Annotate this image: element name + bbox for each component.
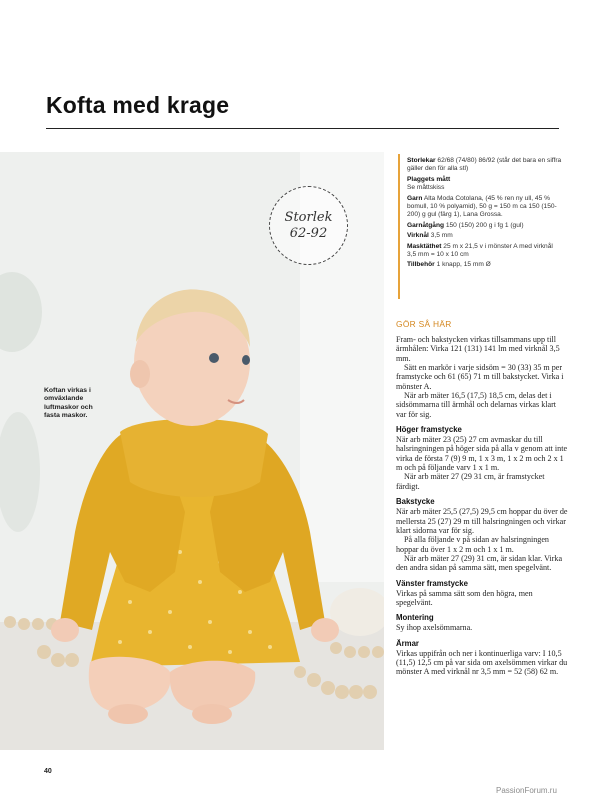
size-stamp-range: 62-92 — [289, 225, 328, 241]
section-heading: Montering — [396, 613, 434, 623]
info-text: 1 knapp, 15 mm Ø — [434, 261, 491, 269]
info-label: Garnåtgång — [407, 221, 445, 229]
title-rule — [46, 128, 559, 129]
info-item — [407, 243, 563, 260]
info-item — [407, 176, 563, 193]
paragraph: Sätt en markör i varje sidsöm = 30 (33) 35 m per framstycke och 61 (65) 71 m till bakstycket. Virka i mönster A. — [396, 363, 564, 391]
info-item — [407, 261, 563, 269]
paragraph: När arb mäter 25,5 (27,5) 29,5 cm hoppar du över de mellersta 25 (27) 29 m till halsringningen och virkar klart sidorna var för sig. — [396, 507, 568, 535]
photo-caption: Koftan virkas i omväxlande luftmaskor och fasta maskor. — [44, 387, 93, 420]
section-heading: Höger framstycke — [396, 425, 462, 435]
info-label: Masktäthet — [407, 242, 442, 250]
paragraph: Sy ihop axelsömmarna. — [396, 623, 473, 633]
section-heading: Vänster framstycke — [396, 578, 468, 588]
info-item — [407, 195, 563, 220]
info-label: Tillbehör — [407, 261, 435, 269]
info-text: Alta Moda Cotolana, (45 % ren ny ull, 45 % bomull, 10 % polyamid), 50 g = 150 m ca 150 (150-200) g gul (färg 1), Lana Grossa. — [407, 194, 557, 219]
size-stamp-label: Storlek — [284, 209, 333, 225]
paragraph: Virkas på samma sätt som den högra, men spegelvänt. — [396, 588, 533, 607]
info-label: Garn — [407, 194, 423, 202]
instructions-heading: GÖR SÅ HÄR — [396, 319, 452, 329]
paragraph: Virkas uppifrån och ner i kontinuerliga varv: I 10,5 (11,5) 12,5 cm på var sida om axelsömmen virkar du mönster A med virknål nr 3,5 mm = 52 (58) 62 m. — [396, 648, 568, 677]
info-label: Virknål — [407, 232, 429, 240]
section-heading: Bakstycke — [396, 497, 435, 507]
paragraph: På alla följande v på sidan av halsringningen hoppar du över 1 x 2 m och 1 x 1 m. — [396, 535, 549, 554]
paragraph: Fram- och bakstycken virkas tillsammans upp till ärmhålen: Virka 121 (131) 141 lm med virknål 3,5 mm. — [396, 335, 560, 363]
info-label: Storlekar — [407, 157, 436, 164]
watermark: PassionForum.ru — [496, 786, 557, 795]
info-text: 150 (150) 200 g i fg 1 (gul) — [444, 221, 524, 229]
paragraph: När arb mäter 16,5 (17,5) 18,5 cm, delas det i sidsömmarna till ärmhål och delarnas virkas klart var för sig. — [396, 391, 557, 419]
paragraph: När arb mäter 27 (29 31 cm, är framstycket färdigt. — [396, 472, 545, 491]
page-title: Kofta med krage — [46, 92, 230, 118]
pattern-info-box — [398, 154, 563, 299]
info-label: Plaggets mått — [407, 175, 451, 183]
info-item — [407, 222, 563, 230]
info-text: 3,5 mm — [428, 232, 453, 240]
paragraph: När arb mäter 23 (25) 27 cm avmaskar du till halsringningen på höger sida på alla v genom att inte virka de första 7 (9) 9 m, 1 x 3 m, 1 x 2 m och 2 x 1 m och på följande varv 1 x 1 m. — [396, 435, 568, 473]
info-text: Se måttskiss — [407, 184, 445, 192]
info-item — [407, 232, 563, 240]
paragraph: När arb mäter 27 (29) 31 cm, är sidan klar. Virka den andra sidan på samma sätt, men spegelvänt. — [396, 553, 563, 573]
page-number: 40 — [44, 768, 52, 775]
info-item — [407, 157, 563, 174]
section-heading: Ärmar — [396, 638, 419, 648]
info-text: 25 m x 21,5 v i mönster A med virknål 3,5 mm = 10 x 10 cm — [407, 242, 553, 258]
instructions — [396, 319, 568, 677]
info-text: 62/68 (74/80) 86/92 (står det bara en siffra gäller den för alla stl) — [407, 157, 562, 173]
size-stamp — [269, 186, 348, 265]
